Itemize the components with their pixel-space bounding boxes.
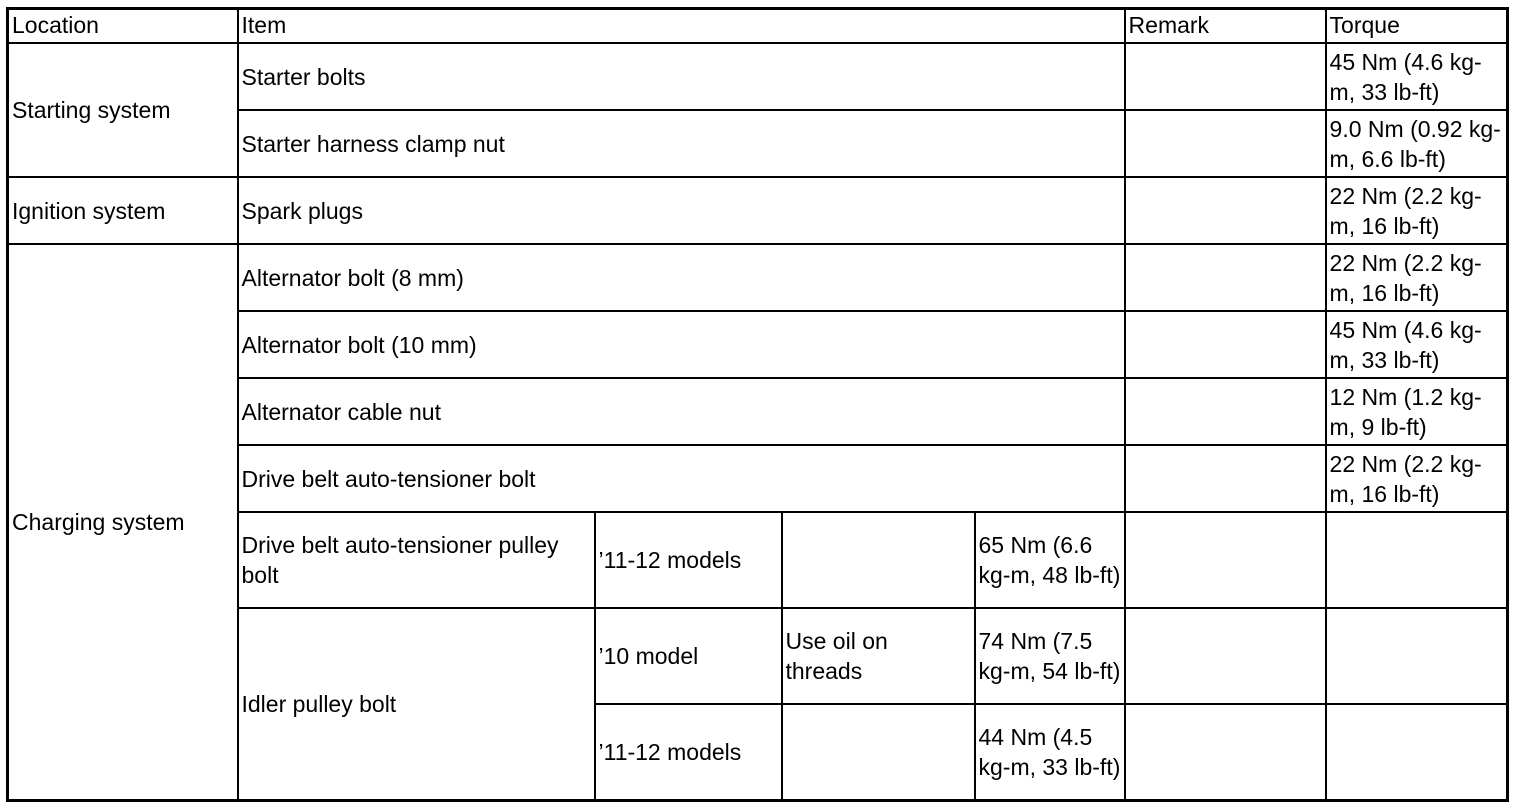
torque-tensioner-pulley: 65 Nm (6.6 kg-m, 48 lb-ft) bbox=[975, 512, 1125, 608]
header-remark: Remark bbox=[1125, 9, 1326, 44]
torque-tensioner-bolt: 22 Nm (2.2 kg-m, 16 lb-ft) bbox=[1326, 445, 1508, 512]
remark-idler-10: Use oil on threads bbox=[782, 608, 975, 704]
empty-cell bbox=[1326, 704, 1508, 801]
remark-idler-11 bbox=[782, 704, 975, 801]
models-tensioner-pulley: ’11-12 models bbox=[595, 512, 782, 608]
location-ignition-system: Ignition system bbox=[8, 177, 238, 244]
item-starter-bolts: Starter bolts bbox=[238, 43, 1125, 110]
item-alternator-cable-nut: Alternator cable nut bbox=[238, 378, 1125, 445]
header-location: Location bbox=[8, 9, 238, 44]
item-starter-harness-clamp-nut: Starter harness clamp nut bbox=[238, 110, 1125, 177]
models-idler-10: ’10 model bbox=[595, 608, 782, 704]
torque-spec-table bbox=[6, 7, 1509, 802]
remark-cell bbox=[1125, 177, 1326, 244]
table-row bbox=[8, 244, 1508, 311]
remark-cell bbox=[1125, 311, 1326, 378]
header-item: Item bbox=[238, 9, 1125, 44]
item-tensioner-bolt: Drive belt auto-tensioner bolt bbox=[238, 445, 1125, 512]
torque-idler-10: 74 Nm (7.5 kg-m, 54 lb-ft) bbox=[975, 608, 1125, 704]
item-tensioner-pulley-bolt: Drive belt auto-tensioner pulley bolt bbox=[238, 512, 595, 608]
remark-cell bbox=[1125, 110, 1326, 177]
remark-tensioner-pulley bbox=[782, 512, 975, 608]
torque-starter-bolts: 45 Nm (4.6 kg-m, 33 lb-ft) bbox=[1326, 43, 1508, 110]
item-alternator-bolt-8mm: Alternator bolt (8 mm) bbox=[238, 244, 1125, 311]
remark-cell bbox=[1125, 445, 1326, 512]
empty-cell bbox=[1326, 512, 1508, 608]
remark-cell bbox=[1125, 244, 1326, 311]
location-charging-system: Charging system bbox=[8, 244, 238, 801]
torque-alternator-bolt-10mm: 45 Nm (4.6 kg-m, 33 lb-ft) bbox=[1326, 311, 1508, 378]
item-idler-pulley-bolt: Idler pulley bolt bbox=[238, 608, 595, 801]
empty-cell bbox=[1125, 512, 1326, 608]
location-starting-system: Starting system bbox=[8, 43, 238, 177]
empty-cell bbox=[1326, 608, 1508, 704]
torque-alternator-bolt-8mm: 22 Nm (2.2 kg-m, 16 lb-ft) bbox=[1326, 244, 1508, 311]
item-alternator-bolt-10mm: Alternator bolt (10 mm) bbox=[238, 311, 1125, 378]
item-spark-plugs: Spark plugs bbox=[238, 177, 1125, 244]
header-row bbox=[8, 9, 1508, 44]
table-row bbox=[8, 43, 1508, 110]
remark-cell bbox=[1125, 378, 1326, 445]
models-idler-11: ’11-12 models bbox=[595, 704, 782, 801]
torque-starter-harness-clamp-nut: 9.0 Nm (0.92 kg-m, 6.6 lb-ft) bbox=[1326, 110, 1508, 177]
remark-cell bbox=[1125, 43, 1326, 110]
table-row bbox=[8, 177, 1508, 244]
torque-alternator-cable-nut: 12 Nm (1.2 kg-m, 9 lb-ft) bbox=[1326, 378, 1508, 445]
empty-cell bbox=[1125, 608, 1326, 704]
torque-idler-11: 44 Nm (4.5 kg-m, 33 lb-ft) bbox=[975, 704, 1125, 801]
empty-cell bbox=[1125, 704, 1326, 801]
header-torque: Torque bbox=[1326, 9, 1508, 44]
torque-spark-plugs: 22 Nm (2.2 kg-m, 16 lb-ft) bbox=[1326, 177, 1508, 244]
